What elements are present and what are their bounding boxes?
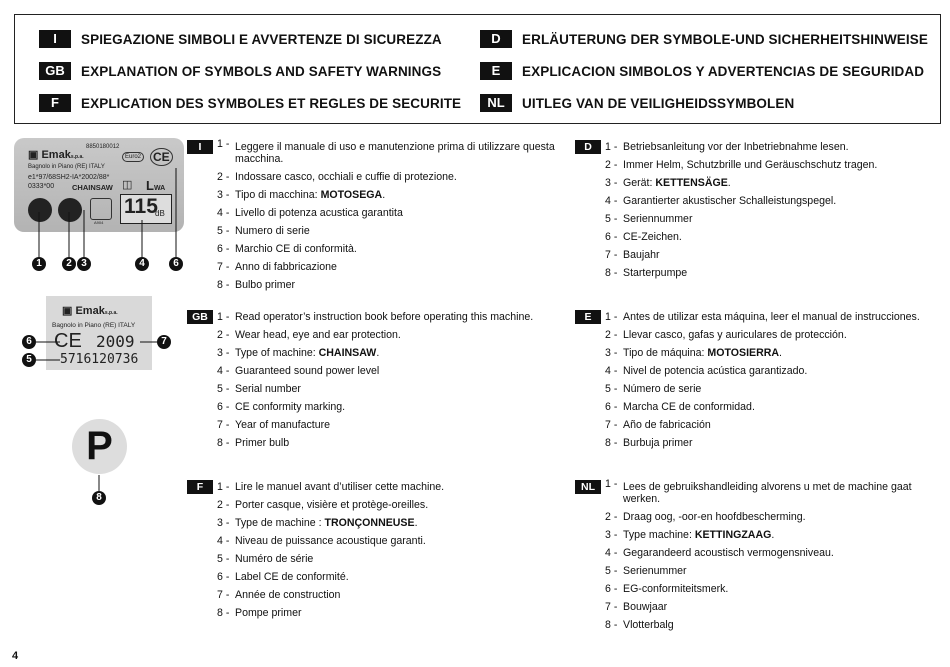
list-item: 8 - Pompe primer [217, 607, 302, 619]
list-item: 5 - Serial number [217, 383, 301, 395]
list-item: 3 - Type de machine : TRONÇONNEUSE. [217, 517, 418, 529]
ce-mark: CE [54, 330, 82, 352]
list-item: 1 - Read operator’s instruction book before operating this machine. [217, 311, 534, 323]
list-item: 2 - Wear head, eye and ear protection. [217, 329, 401, 341]
list-item: 6 - CE conformity marking. [217, 401, 346, 413]
list-item: 5 - Serienummer [605, 565, 687, 577]
plate-approval: e1*97/68SH2-IA*2002/88* [28, 174, 110, 181]
callout-number: 1 [32, 257, 46, 271]
language-code-badge: F [39, 94, 71, 112]
symbol-list [217, 478, 444, 622]
list-item: 2 - Porter casque, visière et protège-oreilles. [217, 499, 429, 511]
callout-number: 8 [92, 491, 106, 505]
list-item: 4 - Garantierter akustischer Schalleistungspegel. [605, 195, 837, 207]
list-item: 3 - Type machine: KETTINGZAAG. [605, 529, 775, 541]
plate-approval-2: 0333*00 [28, 183, 55, 190]
list-item: 7 - Baujahr [605, 249, 660, 261]
language-code-badge: I [39, 30, 71, 48]
language-code-badge: NL [575, 480, 601, 494]
language-code-badge: GB [187, 310, 213, 324]
plate-address: Bagnolo in Piano (RE) ITALY [52, 322, 136, 329]
list-item: 2 - Draag oog, -oor-en hoofdbescherming. [605, 511, 806, 523]
euro2-mark: Euro2 [122, 152, 144, 162]
callout-number: 6 [169, 257, 183, 271]
list-item: 6 - EG-conformiteitsmerk. [605, 583, 729, 595]
list-item: 8 - Primer bulb [217, 437, 290, 449]
ce-mark: CE [150, 148, 173, 166]
plate-address: Bagnolo in Piano (RE) ITALY [28, 164, 105, 170]
list-item: 5 - Seriennummer [605, 213, 693, 225]
list-item: 4 - Nivel de potencia acústica garantizado. [605, 365, 808, 377]
list-item: 3 - Gerät: KETTENSÄGE. [605, 177, 731, 189]
list-item: 7 - Anno di fabbricazione [217, 261, 337, 273]
header-title: SPIEGAZIONE SIMBOLI E AVVERTENZE DI SICUREZZA [81, 31, 442, 47]
list-item: 4 - Niveau de puissance acoustique garanti. [217, 535, 426, 547]
list-item: 2 - Immer Helm, Schutzbrille und Geräuschschutz tragen. [605, 159, 878, 171]
callout-number: 2 [62, 257, 76, 271]
symbol-list [217, 308, 533, 452]
list-item: 8 - Burbuja primer [605, 437, 693, 449]
list-item: 3 - Tipo di macchina: MOTOSEGA. [217, 189, 386, 201]
serial-number: 5716120736 [60, 352, 139, 367]
language-code-badge: NL [480, 94, 512, 112]
header-title: EXPLICATION DES SYMBOLES ET REGLES DE SECURITE [81, 95, 462, 111]
list-item: 1 - Lees de gebruikshandleiding alvorens u met de machine gaat werken. [605, 478, 912, 505]
list-item: 8 - Vlotterbalg [605, 619, 674, 631]
callout-number: 4 [135, 257, 149, 271]
list-item: 7 - Año de fabricación [605, 419, 711, 431]
db-unit: dB [155, 209, 165, 218]
callout-number: 7 [157, 335, 171, 349]
language-code-badge: GB [39, 62, 71, 80]
list-item: 7 - Year of manufacture [217, 419, 331, 431]
list-item: 2 - Llevar casco, gafas y auriculares de protección. [605, 329, 847, 341]
plate-logo: ▣ Emaks.p.a. [62, 305, 118, 317]
list-item: 1 - Antes de utilizar esta máquina, leer el manual de instrucciones. [605, 311, 920, 323]
emak-logo-icon: ▣ [62, 305, 73, 317]
list-item: 4 - Gegarandeerd acoustisch vermogensniveau. [605, 547, 834, 559]
emak-logo-icon: ▣ [28, 149, 39, 161]
list-item: 1 - Lire le manuel avant d’utiliser cette machine. [217, 481, 445, 493]
list-item: 1 - Betriebsanleitung vor der Inbetriebnahme lesen. [605, 141, 849, 153]
list-item: 2 - Indossare casco, occhiali e cuffie di protezione. [217, 171, 457, 183]
db-value: 115 [124, 195, 158, 218]
language-code-badge: F [187, 480, 213, 494]
list-item: 5 - Número de serie [605, 383, 702, 395]
language-code-badge: D [575, 140, 601, 154]
symbol-list [605, 138, 877, 282]
language-code-badge: I [187, 140, 213, 154]
callout-number: 3 [77, 257, 91, 271]
list-item: 8 - Starterpumpe [605, 267, 688, 279]
plate-code: 8850180012 [86, 144, 120, 150]
symbol-list [605, 308, 920, 452]
primer-bulb-symbol: P [72, 419, 127, 474]
plate-machine-type: CHAINSAW [72, 183, 113, 192]
header-title: EXPLANATION OF SYMBOLS AND SAFETY WARNINGS [81, 63, 442, 79]
list-item: 6 - CE-Zeichen. [605, 231, 682, 243]
list-item: 1 - Leggere il manuale di uso e manutenzione prima di utilizzare questa macchina. [217, 138, 555, 165]
list-item: 5 - Numéro de série [217, 553, 314, 565]
callout-number: 5 [22, 353, 36, 367]
list-item: 4 - Livello di potenza acustica garantita [217, 207, 403, 219]
language-code-badge: E [480, 62, 512, 80]
plate-small-code: A904 [94, 220, 104, 225]
list-item: 3 - Type of machine: CHAINSAW. [217, 347, 380, 359]
list-item: 6 - Marchio CE di conformità. [217, 243, 357, 255]
list-item: 4 - Guaranteed sound power level [217, 365, 380, 377]
plate-logo: ▣ Emaks.p.a. [28, 149, 84, 161]
language-code-badge: E [575, 310, 601, 324]
header-title: ERLÄUTERUNG DER SYMBOLE-UND SICHERHEITSHINWEISE [522, 31, 928, 47]
list-item: 5 - Numero di serie [217, 225, 310, 237]
header-title: EXPLICACION SIMBOLOS Y ADVERTENCIAS DE SEGURIDAD [522, 63, 925, 79]
lwa-label: LWA [146, 178, 166, 193]
list-item: 6 - Label CE de conformité. [217, 571, 349, 583]
book-icon: ◫ [122, 179, 133, 191]
list-item: 8 - Bulbo primer [217, 279, 296, 291]
list-item: 6 - Marcha CE de conformidad. [605, 401, 755, 413]
page-number: 4 [12, 650, 19, 662]
list-item: 7 - Année de construction [217, 589, 341, 601]
symbol-list [605, 478, 941, 634]
header-title: UITLEG VAN DE VEILIGHEIDSSYMBOLEN [522, 95, 795, 111]
language-code-badge: D [480, 30, 512, 48]
callout-number: 6 [22, 335, 36, 349]
symbol-list [217, 138, 557, 294]
year-of-manufacture: 2009 [96, 332, 135, 351]
list-item: 3 - Tipo de máquina: MOTOSIERRA. [605, 347, 782, 359]
list-item: 7 - Bouwjaar [605, 601, 668, 613]
